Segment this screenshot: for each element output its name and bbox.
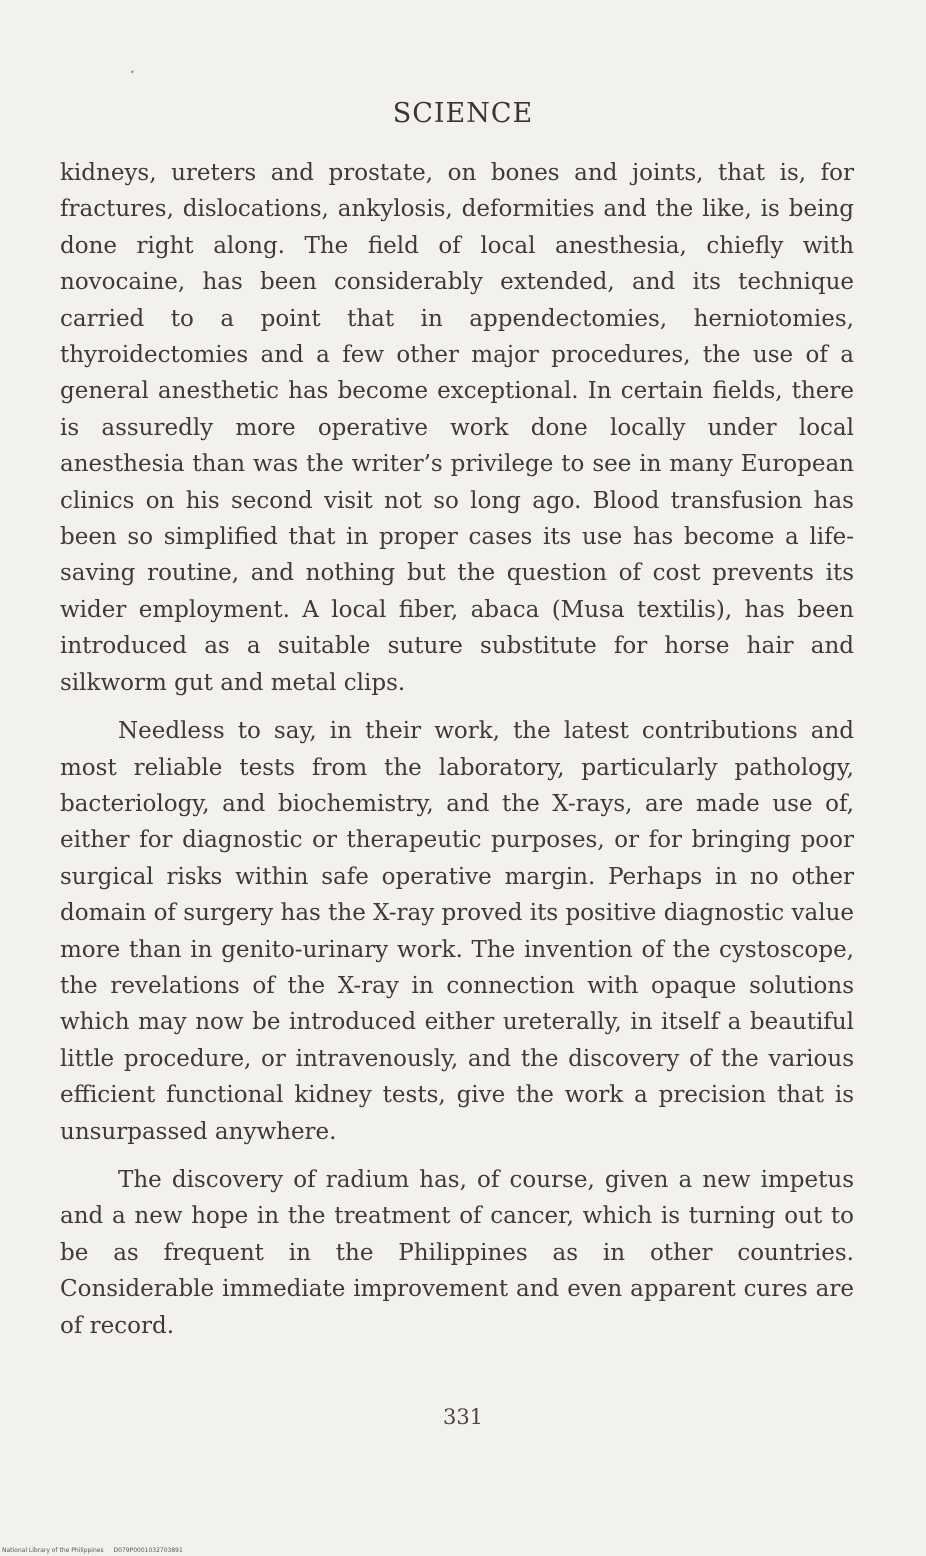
- paragraph-continued: kidneys, ureters and prostate, on bones and joints, that is, for fractures, dislocations, ankylosis, deformities and the like, is being done right along. The field of local anesthesia, chiefly with novocaine, has been considerably extended, and its technique carried to a point that in appendectomies, herniotomies, thyroidectomies and a few other major procedures, the use of a general anesthetic has become exceptional. In certain fields, there is assuredly more operative work done locally under local anesthesia than was the writer’s privilege to see in many European clinics on his second visit not so long ago. Blood transfusion has been so simplified that in proper cases its use has become a life-saving routine, and nothing but the question of cost prevents its wider employment. A local fiber, abaca (Musa textilis), has been introduced as a suitable suture substitute for horse hair and silkworm gut and metal clips.: [60, 160, 854, 696]
- footer-code: D079P0001032703891: [113, 1547, 183, 1554]
- scan-footer: [2, 1547, 183, 1554]
- paragraph-laboratory: Needless to say, in their work, the latest contributions and most reliable tests from the laboratory, particularly pathology, bacteriology, and biochemistry, and the X-rays, are made use of, either for diagnostic or therapeutic purposes, or for bringing poor surgical risks within safe operative margin. Perhaps in no other domain of surgery has the X-ray proved its positive diagnostic value more than in genito-urinary work. The invention of the cystoscope, the revelations of the X-ray in connection with opaque solutions which may now be introduced either ureterally, in itself a beautiful little procedure, or intravenously, and the discovery of the various efficient functional kidney tests, give the work a precision that is unsurpassed anywhere.: [60, 718, 854, 1145]
- page-number: 331: [442, 1405, 484, 1429]
- paragraph-radium: The discovery of radium has, of course, given a new impetus and a new hope in the treatment of cancer, which is turning out to be as frequent in the Philippines as in other countries. Considerable immediate improvement and even apparent cures are of record.: [60, 1166, 854, 1339]
- page-header: SCIENCE: [392, 98, 534, 129]
- body-text: [60, 155, 854, 1344]
- footer-library: National Library of the Philippines: [2, 1547, 104, 1554]
- scan-speck: •: [130, 68, 135, 77]
